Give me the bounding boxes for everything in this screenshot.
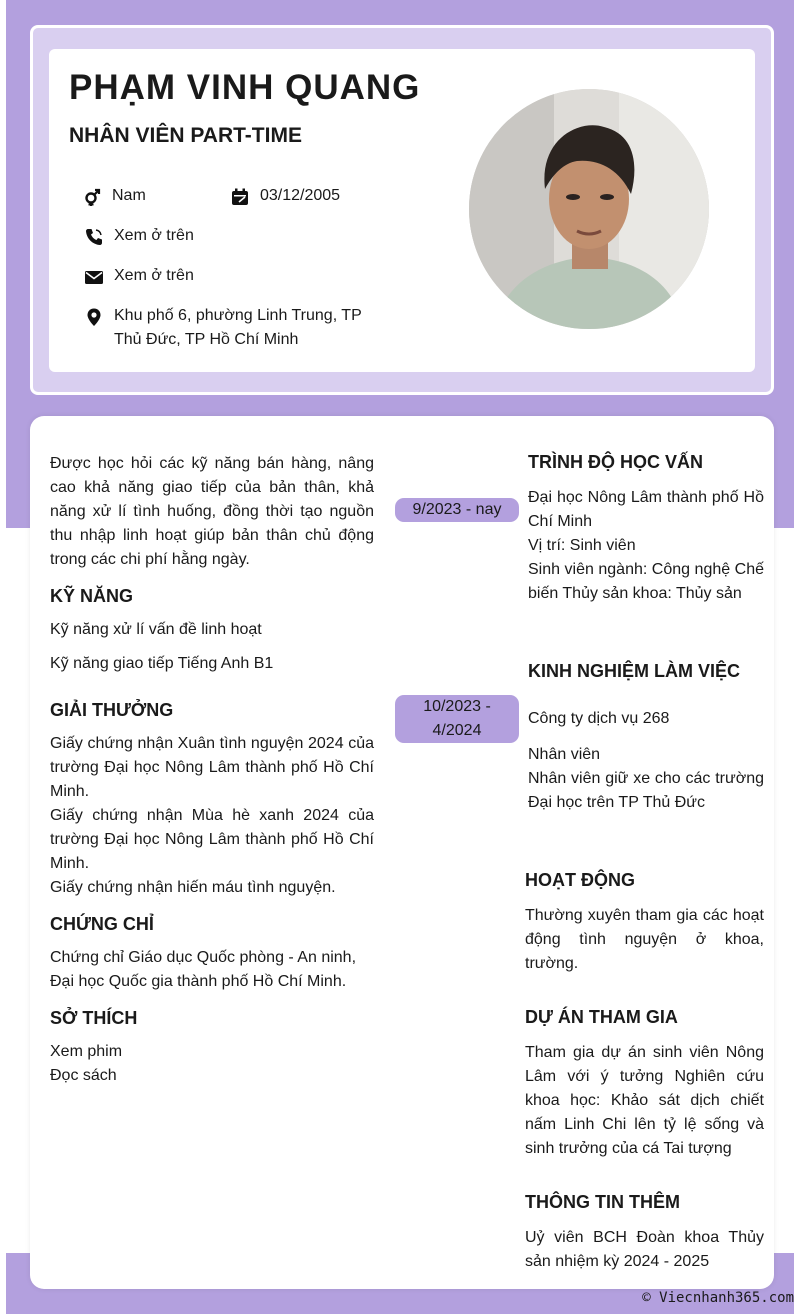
hobby-item: Xem phim: [50, 1043, 123, 1060]
certificate-text: Chứng chỉ Giáo dục Quốc phòng - An ninh, Đại học Quốc gia thành phố Hồ Chí Minh.: [50, 949, 357, 990]
certificates-section: [50, 912, 374, 994]
experience-period-badge: [395, 695, 519, 743]
gender-text: Nam: [112, 187, 146, 204]
location-icon: [84, 307, 104, 327]
experience-description: Nhân viên giữ xe cho các trường Đại học trên TP Thủ Đức: [528, 770, 764, 811]
experience-section: [528, 659, 764, 815]
experience-period-end: 4/2024: [432, 722, 482, 739]
objective-section: [50, 452, 374, 572]
education-title: TRÌNH ĐỘ HỌC VẤN: [528, 452, 703, 472]
gender-icon: [82, 187, 102, 207]
hobbies-section: [50, 1006, 374, 1088]
additional-section: [525, 1190, 764, 1274]
award-item: Giấy chứng nhận Mùa hè xanh 2024 của trường Đại học Nông Lâm thành phố Hồ Chí Minh.: [50, 807, 374, 872]
email-text: Xem ở trên: [114, 267, 194, 284]
address-info: [84, 304, 374, 352]
birthday-info: [230, 184, 340, 208]
experience-period-start: 10/2023 -: [423, 698, 491, 715]
phone-text: Xem ở trên: [114, 227, 194, 244]
awards-title: GIẢI THƯỞNG: [50, 700, 174, 720]
skill-item: Kỹ năng xử lí vấn đề linh hoạt: [50, 621, 262, 638]
award-item: Giấy chứng nhận hiến máu tình nguyện.: [50, 879, 336, 896]
activities-section: [525, 868, 764, 976]
phone-info: [84, 224, 194, 248]
skill-item: Kỹ năng giao tiếp Tiếng Anh B1: [50, 655, 274, 672]
activities-title: HOẠT ĐỘNG: [525, 870, 635, 890]
awards-section: [50, 698, 374, 900]
education-section: [528, 450, 764, 606]
email-info: [84, 264, 194, 288]
projects-title: DỰ ÁN THAM GIA: [525, 1007, 678, 1027]
education-period-badge: [395, 498, 519, 522]
candidate-position: NHÂN VIÊN PART-TIME: [69, 124, 302, 147]
gender-info: [82, 184, 146, 208]
education-major: Sinh viên ngành: Công nghệ Chế biến Thủy sản khoa: Thủy sản: [528, 561, 764, 602]
profile-photo: [469, 89, 709, 329]
footer-copyright: © Viecnhanh365.com: [642, 1290, 794, 1306]
calendar-icon: [230, 187, 250, 207]
additional-text: Uỷ viên BCH Đoàn khoa Thủy sản nhiệm kỳ 2024 - 2025: [525, 1229, 764, 1270]
birthday-text: 03/12/2005: [260, 187, 341, 204]
experience-company: Công ty dịch vụ 268: [528, 710, 670, 727]
hobbies-title: SỞ THÍCH: [50, 1008, 138, 1028]
additional-title: THÔNG TIN THÊM: [525, 1192, 680, 1212]
mail-icon: [84, 267, 104, 287]
award-item: Giấy chứng nhận Xuân tình nguyện 2024 của trường Đại học Nông Lâm thành phố Hồ Chí Minh.: [50, 735, 374, 800]
activities-text: Thường xuyên tham gia các hoạt động tình nguyện ở khoa, trường.: [525, 907, 764, 972]
projects-text: Tham gia dự án sinh viên Nông Lâm với ý tưởng Nghiên cứu khoa học: Khảo sát dịch chiết nấm Linh Chi lên tỷ lệ sống và sinh trưởng của cá Tai tượng: [525, 1044, 764, 1157]
experience-role: Nhân viên: [528, 746, 601, 763]
candidate-name: PHẠM VINH QUANG: [69, 68, 421, 107]
hobby-item: Đọc sách: [50, 1067, 117, 1084]
objective-text: Được học hỏi các kỹ năng bán hàng, nâng cao khả năng giao tiếp của bản thân, khả năng xử lí tình huống, đồng thời tạo nguồn thu nhập linh hoạt giúp bản thân chủ động trong các chi phí hằng ngày.: [50, 455, 374, 568]
experience-title: KINH NGHIỆM LÀM VIỆC: [528, 661, 741, 681]
skills-section: [50, 584, 374, 676]
phone-icon: [84, 227, 104, 247]
address-text: Khu phố 6, phường Linh Trung, TP Thủ Đức, TP Hồ Chí Minh: [114, 307, 362, 348]
education-role: Vị trí: Sinh viên: [528, 537, 636, 554]
certificates-title: CHỨNG CHỈ: [50, 914, 154, 934]
projects-section: [525, 1005, 764, 1161]
education-period: 9/2023 - nay: [412, 501, 502, 518]
skills-title: KỸ NĂNG: [50, 586, 134, 606]
education-school: Đại học Nông Lâm thành phố Hồ Chí Minh: [528, 489, 764, 530]
